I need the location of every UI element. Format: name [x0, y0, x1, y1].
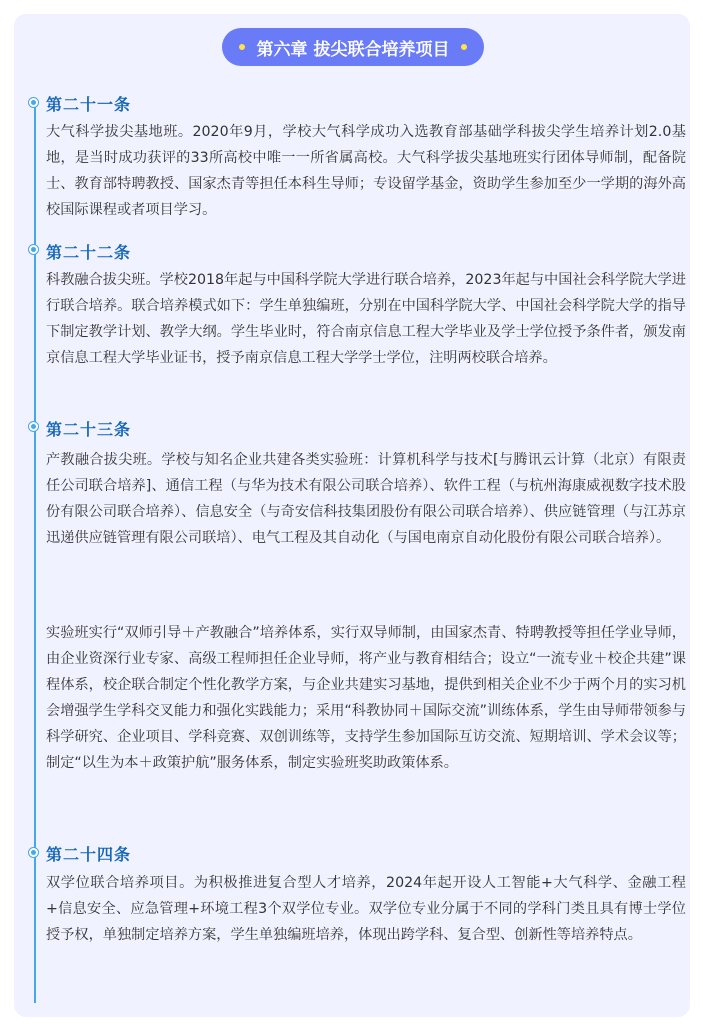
timeline-marker-icon: [28, 244, 39, 255]
article-23-heading: 第二十三条: [46, 420, 132, 439]
chapter-title: 第六章 拔尖联合培养项目: [256, 39, 450, 60]
chapter-title-banner: [222, 28, 484, 66]
dot-icon: [461, 44, 467, 50]
timeline-line: [34, 100, 36, 1003]
dot-icon: [239, 44, 245, 50]
article-24-heading: 第二十四条: [46, 845, 132, 864]
article-21-heading: 第二十一条: [46, 95, 132, 114]
article-22-paragraph: 科教融合拔尖班。学校2018年起与中国科学院大学进行联合培养，2023年起与中国社会科学院大学进行联合培养。联合培养模式如下：学生单独编班，分别在中国科学院大学、中国社会科学院大学的指导下制定教学计划、教学大纲。学生毕业时，符合南京信息工程大学毕业及学士学位授予条件者，颁发南京信息工程大学毕业证书，授予南京信息工程大学学士学位，注明两校联合培养。: [46, 272, 686, 366]
article-21-paragraph: 大气科学拔尖基地班。2020年9月，学校大气科学成功入选教育部基础学科拔尖学生培养计划2.0基地，是当时成功获评的33所高校中唯一一所省属高校。大气科学拔尖基地班实行团体导师制，配备院士、教育部特聘教授、国家杰青等担任本科生导师；专设留学基金，资助学生参加至少一学期的海外高校国际课程或者项目学习。: [46, 124, 686, 218]
article-23-paragraph-1: 产教融合拔尖班。学校与知名企业共建各类实验班：计算机科学与技术[与腾讯云计算（北京）有限责任公司联合培养]、通信工程（与华为技术有限公司联合培养）、软件工程（与杭州海康威视数字技术股份有限公司联合培养）、信息安全（与奇安信科技集团股份有限公司联合培养）、供应链管理（与江苏京迅递供应链管理有限公司联培）、电气工程及其自动化（与国电南京自动化股份有限公司联合培养）。: [46, 452, 686, 546]
timeline-marker-icon: [28, 847, 39, 858]
timeline-marker-icon: [28, 421, 39, 432]
timeline-marker-icon: [28, 97, 39, 108]
article-24-paragraph: 双学位联合培养项目。为积极推进复合型人才培养，2024年起开设人工智能+大气科学、金融工程+信息安全、应急管理+环境工程3个双学位专业。双学位专业分属于不同的学科门类且具有博士学位授予权，单独制定培养方案，学生单独编班培养，体现出跨学科、复合型、创新性等培养特点。: [46, 875, 686, 943]
article-23-paragraph-2: 实验班实行“双师引导＋产教融合”培养体系，实行双导师制，由国家杰青、特聘教授等担任学业导师，由企业资深行业专家、高级工程师担任企业导师，将产业与教育相结合；设立“一流专业＋校企共建”课程体系，校企联合制定个性化教学方案，与企业共建实习基地，提供到相关企业不少于两个月的实习机会增强学生学科交叉能力和强化实践能力；采用“科教协同＋国际交流”训练体系，学生由导师带领参与科学研究、企业项目、学科竞赛、双创训练等，支持学生参加国际互访交流、短期培训、学术会议等；制定“以生为本＋政策护航”服务体系，制定实验班奖助政策体系。: [46, 625, 686, 771]
article-22-heading: 第二十二条: [46, 243, 132, 262]
